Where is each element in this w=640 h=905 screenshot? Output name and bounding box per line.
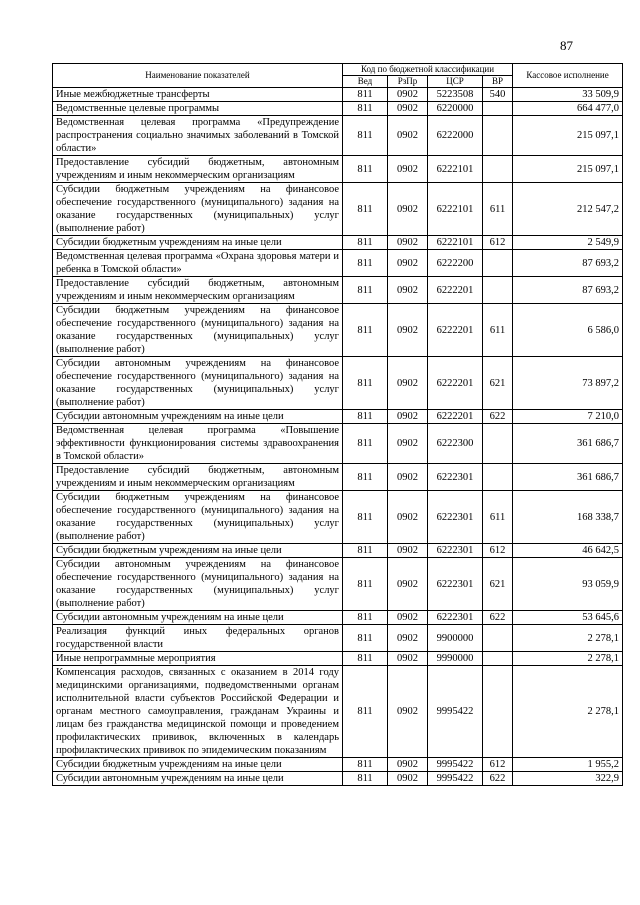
cell-name: Субсидии бюджетным учреждениям на иные цели (53, 758, 343, 772)
budget-execution-table (52, 63, 623, 786)
cell-amount: 2 278,1 (513, 652, 623, 666)
cell-vr (483, 424, 513, 464)
cell-name: Предоставление субсидий бюджетным, автономным учреждениям и иным некоммерческим организациям (53, 156, 343, 183)
cell-vr (483, 277, 513, 304)
cell-csr: 6222101 (428, 236, 483, 250)
cell-name: Субсидии автономным учреждениям на иные цели (53, 410, 343, 424)
cell-rzpr: 0902 (388, 88, 428, 102)
cell-rzpr: 0902 (388, 116, 428, 156)
cell-name: Субсидии автономным учреждениям на иные цели (53, 772, 343, 786)
cell-amount: 361 686,7 (513, 464, 623, 491)
cell-vr: 612 (483, 758, 513, 772)
cell-name: Ведомственные целевые программы (53, 102, 343, 116)
cell-vr (483, 102, 513, 116)
cell-csr: 6222201 (428, 410, 483, 424)
cell-vr (483, 625, 513, 652)
cell-csr: 6222301 (428, 558, 483, 611)
cell-csr: 5223508 (428, 88, 483, 102)
cell-vr: 540 (483, 88, 513, 102)
cell-csr: 6222101 (428, 183, 483, 236)
cell-name: Субсидии бюджетным учреждениям на иные цели (53, 236, 343, 250)
cell-amount: 53 645,6 (513, 611, 623, 625)
cell-rzpr: 0902 (388, 772, 428, 786)
cell-vr: 611 (483, 491, 513, 544)
cell-csr: 9995422 (428, 758, 483, 772)
cell-rzpr: 0902 (388, 424, 428, 464)
cell-rzpr: 0902 (388, 491, 428, 544)
table-row (53, 424, 623, 464)
cell-vr: 622 (483, 410, 513, 424)
cell-rzpr: 0902 (388, 464, 428, 491)
cell-rzpr: 0902 (388, 625, 428, 652)
cell-amount: 7 210,0 (513, 410, 623, 424)
cell-ved: 811 (343, 491, 388, 544)
cell-csr: 9995422 (428, 666, 483, 758)
cell-ved: 811 (343, 357, 388, 410)
cell-ved: 811 (343, 772, 388, 786)
table-row (53, 277, 623, 304)
cell-amount: 215 097,1 (513, 156, 623, 183)
cell-rzpr: 0902 (388, 666, 428, 758)
cell-name: Ведомственная целевая программа «Предупреждение распространения социально значимых заболеваний в Томской области» (53, 116, 343, 156)
table-row (53, 116, 623, 156)
cell-name: Ведомственная целевая программа «Охрана здоровья матери и ребенка в Томской области» (53, 250, 343, 277)
cell-vr: 612 (483, 236, 513, 250)
cell-name: Субсидии автономным учреждениям на финансовое обеспечение государственного (муниципального) задания на оказание государственных (муниципальных) услуг (выполнение работ) (53, 558, 343, 611)
cell-ved: 811 (343, 424, 388, 464)
table-row (53, 625, 623, 652)
cell-rzpr: 0902 (388, 544, 428, 558)
cell-csr: 6222301 (428, 544, 483, 558)
cell-amount: 212 547,2 (513, 183, 623, 236)
cell-csr: 6222000 (428, 116, 483, 156)
cell-vr: 621 (483, 558, 513, 611)
cell-amount: 2 278,1 (513, 666, 623, 758)
cell-rzpr: 0902 (388, 183, 428, 236)
table-row (53, 772, 623, 786)
cell-vr (483, 666, 513, 758)
cell-ved: 811 (343, 183, 388, 236)
cell-ved: 811 (343, 250, 388, 277)
table-row (53, 464, 623, 491)
cell-rzpr: 0902 (388, 652, 428, 666)
cell-csr: 6220000 (428, 102, 483, 116)
cell-rzpr: 0902 (388, 156, 428, 183)
cell-vr (483, 116, 513, 156)
cell-name: Реализация функций иных федеральных органов государственной власти (53, 625, 343, 652)
cell-vr (483, 250, 513, 277)
page-number: 87 (560, 38, 573, 53)
header-csr: ЦСР (428, 76, 483, 88)
table-row (53, 156, 623, 183)
table-row (53, 304, 623, 357)
cell-csr: 6222101 (428, 156, 483, 183)
cell-amount: 361 686,7 (513, 424, 623, 464)
cell-ved: 811 (343, 277, 388, 304)
cell-amount: 6 586,0 (513, 304, 623, 357)
cell-ved: 811 (343, 102, 388, 116)
cell-csr: 6222300 (428, 424, 483, 464)
cell-vr: 611 (483, 304, 513, 357)
cell-amount: 168 338,7 (513, 491, 623, 544)
cell-rzpr: 0902 (388, 304, 428, 357)
cell-amount: 33 509,9 (513, 88, 623, 102)
header-vr: ВР (483, 76, 513, 88)
cell-name: Субсидии автономным учреждениям на иные цели (53, 611, 343, 625)
cell-amount: 73 897,2 (513, 357, 623, 410)
table-row (53, 102, 623, 116)
cell-amount: 1 955,2 (513, 758, 623, 772)
cell-amount: 46 642,5 (513, 544, 623, 558)
cell-ved: 811 (343, 116, 388, 156)
cell-ved: 811 (343, 625, 388, 652)
table-row (53, 558, 623, 611)
cell-name: Субсидии бюджетным учреждениям на финансовое обеспечение государственного (муниципального) задания на оказание государственных (муниципальных) услуг (выполнение работ) (53, 491, 343, 544)
cell-name: Субсидии бюджетным учреждениям на иные цели (53, 544, 343, 558)
cell-vr (483, 652, 513, 666)
cell-rzpr: 0902 (388, 758, 428, 772)
cell-name: Субсидии автономным учреждениям на финансовое обеспечение государственного (муниципального) задания на оказание государственных (муниципальных) услуг (выполнение работ) (53, 357, 343, 410)
cell-csr: 9990000 (428, 652, 483, 666)
cell-name: Субсидии бюджетным учреждениям на финансовое обеспечение государственного (муниципального) задания на оказание государственных (муниципальных) услуг (выполнение работ) (53, 304, 343, 357)
table-row (53, 236, 623, 250)
cell-amount: 664 477,0 (513, 102, 623, 116)
cell-rzpr: 0902 (388, 357, 428, 410)
table-header-row (53, 64, 623, 76)
cell-rzpr: 0902 (388, 236, 428, 250)
table-row (53, 758, 623, 772)
cell-name: Предоставление субсидий бюджетным, автономным учреждениям и иным некоммерческим организациям (53, 464, 343, 491)
table-row (53, 666, 623, 758)
cell-ved: 811 (343, 464, 388, 491)
cell-ved: 811 (343, 156, 388, 183)
header-code-group: Код по бюджетной классификации (343, 64, 513, 76)
table-row (53, 611, 623, 625)
cell-ved: 811 (343, 544, 388, 558)
cell-name: Предоставление субсидий бюджетным, автономным учреждениям и иным некоммерческим организациям (53, 277, 343, 304)
cell-csr: 6222201 (428, 357, 483, 410)
cell-vr (483, 464, 513, 491)
cell-ved: 811 (343, 304, 388, 357)
cell-ved: 811 (343, 88, 388, 102)
header-ved: Вед (343, 76, 388, 88)
cell-rzpr: 0902 (388, 410, 428, 424)
table-row (53, 652, 623, 666)
cell-name: Ведомственная целевая программа «Повышение эффективности функционирования системы здравоохранения в Томской области» (53, 424, 343, 464)
cell-ved: 811 (343, 611, 388, 625)
header-amount: Кассовое исполнение (513, 64, 623, 88)
cell-csr: 6222201 (428, 304, 483, 357)
header-rzpr: РзПр (388, 76, 428, 88)
cell-name: Субсидии бюджетным учреждениям на финансовое обеспечение государственного (муниципального) задания на оказание государственных (муниципальных) услуг (выполнение работ) (53, 183, 343, 236)
cell-name: Иные непрограммные мероприятия (53, 652, 343, 666)
table-row (53, 357, 623, 410)
cell-vr: 621 (483, 357, 513, 410)
table-row (53, 88, 623, 102)
table-row (53, 250, 623, 277)
cell-rzpr: 0902 (388, 277, 428, 304)
table-row (53, 491, 623, 544)
cell-vr: 611 (483, 183, 513, 236)
cell-amount: 87 693,2 (513, 277, 623, 304)
cell-name: Компенсация расходов, связанных с оказанием в 2014 году медицинскими организациями, подведомственными органам исполнительной власти субъектов Российской Федерации и органам местного самоуправления, гражданам Украины и лицам без гражданства медицинской помощи и проведением профилактических прививок, включенных в календарь профилактических прививок по эпидемическим показаниям (53, 666, 343, 758)
cell-amount: 2 549,9 (513, 236, 623, 250)
cell-csr: 6222201 (428, 277, 483, 304)
cell-csr: 6222200 (428, 250, 483, 277)
cell-rzpr: 0902 (388, 558, 428, 611)
cell-amount: 93 059,9 (513, 558, 623, 611)
cell-csr: 9900000 (428, 625, 483, 652)
table-row (53, 544, 623, 558)
cell-rzpr: 0902 (388, 611, 428, 625)
cell-vr: 622 (483, 772, 513, 786)
cell-ved: 811 (343, 236, 388, 250)
cell-amount: 322,9 (513, 772, 623, 786)
cell-ved: 811 (343, 558, 388, 611)
cell-ved: 811 (343, 758, 388, 772)
cell-vr (483, 156, 513, 183)
table-row (53, 183, 623, 236)
cell-ved: 811 (343, 410, 388, 424)
cell-amount: 87 693,2 (513, 250, 623, 277)
cell-csr: 9995422 (428, 772, 483, 786)
cell-ved: 811 (343, 652, 388, 666)
cell-vr: 622 (483, 611, 513, 625)
cell-vr: 612 (483, 544, 513, 558)
cell-amount: 215 097,1 (513, 116, 623, 156)
cell-name: Иные межбюджетные трансферты (53, 88, 343, 102)
table-row (53, 410, 623, 424)
cell-csr: 6222301 (428, 491, 483, 544)
cell-rzpr: 0902 (388, 102, 428, 116)
cell-rzpr: 0902 (388, 250, 428, 277)
cell-csr: 6222301 (428, 464, 483, 491)
cell-ved: 811 (343, 666, 388, 758)
table-body (53, 88, 623, 786)
cell-amount: 2 278,1 (513, 625, 623, 652)
header-name: Наименование показателей (53, 64, 343, 88)
cell-csr: 6222301 (428, 611, 483, 625)
